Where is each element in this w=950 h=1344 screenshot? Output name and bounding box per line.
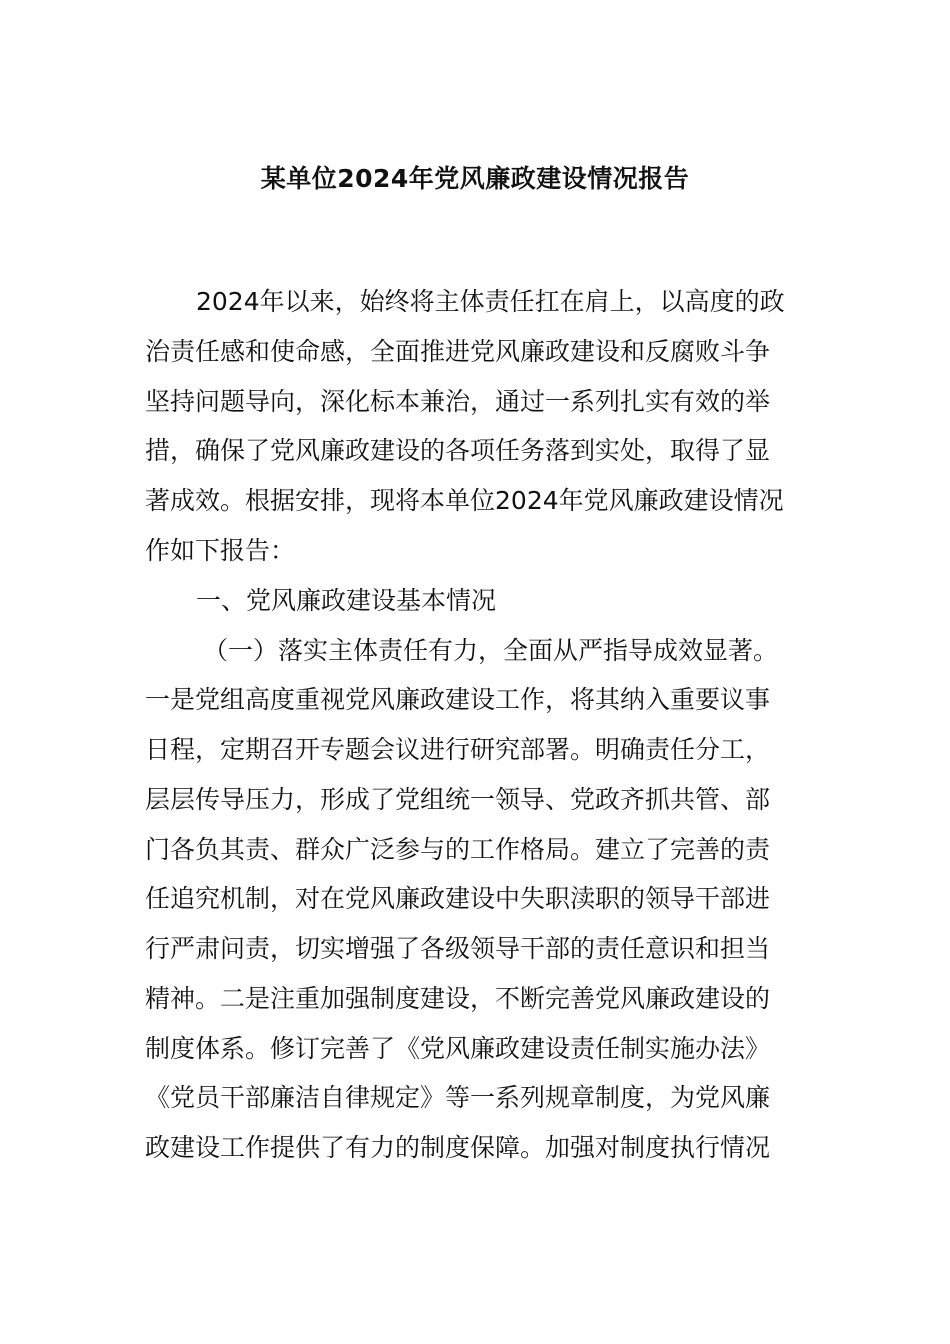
paragraph-line: 一是党组高度重视党风廉政建设工作，将其纳入重要议事 <box>145 685 771 714</box>
paragraph-line: 制度体系。修订完善了《党风廉政建设责任制实施办法》 <box>145 1034 771 1063</box>
paragraph-line: 治责任感和使命感，全面推进党风廉政建设和反腐败斗争 <box>145 337 771 366</box>
paragraph-line: 坚持问题导向，深化标本兼治，通过一系列扎实有效的举 <box>145 387 771 416</box>
paragraph-line: 2024年以来，始终将主体责任扛在肩上，以高度的政 <box>196 287 785 316</box>
document-title: 某单位2024年党风廉政建设情况报告 <box>260 164 690 193</box>
paragraph-line: 行严肃问责，切实增强了各级领导干部的责任意识和担当 <box>145 934 771 963</box>
paragraph-line: 日程，定期召开专题会议进行研究部署。明确责任分工， <box>145 735 771 764</box>
subsection-heading: （一）落实主体责任有力，全面从严指导成效显著。 <box>203 636 779 665</box>
paragraph-line: 层层传导压力，形成了党组统一领导、党政齐抓共管、部 <box>145 785 771 814</box>
paragraph-line: 任追究机制，对在党风廉政建设中失职渎职的领导干部进 <box>145 884 771 913</box>
paragraph-line: 政建设工作提供了有力的制度保障。加强对制度执行情况 <box>145 1133 771 1162</box>
paragraph-line: 《党员干部廉洁自律规定》等一系列规章制度，为党风廉 <box>145 1083 771 1112</box>
paragraph-line: 措，确保了党风廉政建设的各项任务落到实处，取得了显 <box>145 436 771 465</box>
paragraph-line: 著成效。根据安排，现将本单位2024年党风廉政建设情况 <box>145 486 784 515</box>
section-heading: 一、党风廉政建设基本情况 <box>196 586 497 615</box>
paragraph-line: 门各负其责、群众广泛参与的工作格局。建立了完善的责 <box>145 835 771 864</box>
paragraph-line: 精神。二是注重加强制度建设，不断完善党风廉政建设的 <box>145 984 771 1013</box>
paragraph-line: 作如下报告： <box>145 536 296 565</box>
